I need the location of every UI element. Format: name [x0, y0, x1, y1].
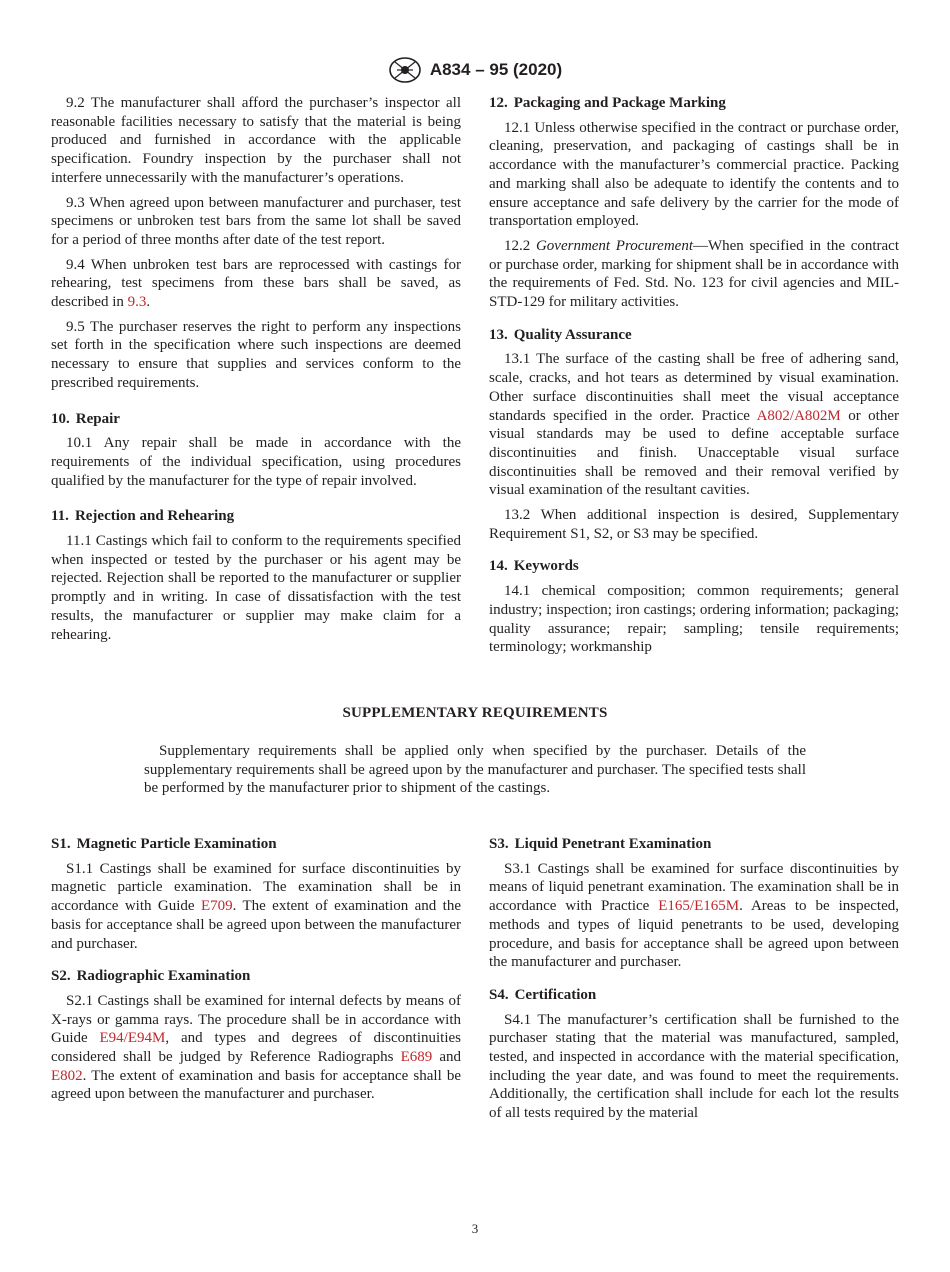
section-s2-1: S2.1 Castings shall be examined for internal defects by means of X-rays or gamma rays. The procedure shall be in accordance with Guide E94/E94M, and types and degrees of discontinuities considered shall be judged by Reference Radiographs E689 and E802. The extent of examination and basis for acceptance shall be agreed upon between the manufacturer and purchaser. [51, 992, 461, 1103]
supplementary-title: SUPPLEMENTARY REQUIREMENTS [342, 705, 608, 721]
section-s3-1: S3.1 Castings shall be examined for surface discontinuities by means of liquid penetrant examination. The examination shall be in accordance with Practice E165/E165M. Areas to be inspected, methods and types of liquid penetrants to be used, developing procedure, and basis for acceptance shall be agreed upon between the manufacturer and purchaser. [489, 860, 899, 971]
section-9-5: 9.5 The purchaser reserves the right to perform any inspections set forth in the specification where such inspections are deemed necessary to ensure that supplies and services conform to the prescribed requirements. [51, 318, 461, 391]
section-s1-1: S1.1 Castings shall be examined for surface discontinuities by magnetic particle examination. The examination shall be in accordance with Guide E709. The extent of examination and the basis for acceptance shall be agreed upon between the manufacturer and purchaser. [51, 860, 461, 952]
section-12-2: 12.2 Government Procurement—When specified in the contract or purchase order, marking for shipment shall be in accordance with the requirements of Fed. Std. No. 123 for civil agencies and MIL-STD-129 for military activities. [489, 237, 899, 311]
heading-s3: S3. Liquid Penetrant Examination [489, 836, 712, 852]
heading-11: 11. Rejection and Rehearing [51, 508, 235, 525]
ref-e94-link[interactable]: E94/E94M [99, 1030, 166, 1047]
ref-a802-link[interactable]: A802/A802M [756, 407, 841, 424]
section-9-4: 9.4 When unbroken test bars are reprocessed with castings for rehearing, test specimens from these bars shall be saved, as described in 9.3. [51, 256, 461, 311]
section-9-2: 9.2 The manufacturer shall afford the purchaser’s inspector all reasonable facilities necessary to satisfy that the material is being produced and furnished in accordance with the applicable specification. Foundry inspection by the purchaser shall not interfere unnecessarily with the manufacturer’s operations. [51, 95, 461, 186]
astm-logo-icon [388, 56, 422, 84]
page-header [0, 56, 950, 84]
section-12-1: 12.1 Unless otherwise specified in the contract or purchase order, cleaning, preservation, and packaging of castings shall be in accordance with the manufacturer’s commercial practice. Packing and marking shall also be adequate to identify the contents and to ensure acceptance and safe delivery by the carrier for the mode of transportation employed. [489, 119, 899, 230]
page-number: 3 [471, 1221, 479, 1236]
supplementary-intro: Supplementary requirements shall be applied only when specified by the purchaser. Details of the supplementary requirements shall be agreed upon by the manufacturer and purchaser. The specified tests shall be performed by the manufacturer prior to shipment of the castings. [144, 743, 806, 797]
heading-10: 10. Repair [51, 410, 120, 427]
section-13-2: 13.2 When additional inspection is desired, Supplementary Requirement S1, S2, or S3 may be specified. [489, 507, 899, 542]
heading-s1: S1. Magnetic Particle Examination [51, 836, 277, 852]
section-9-3: 9.3 When agreed upon between manufacturer and purchaser, test specimens or unbroken test bars from the same lot shall be saved for a period of three months after date of the test report. [51, 194, 461, 248]
heading-14: 14. Keywords [489, 558, 579, 575]
section-14-1: 14.1 chemical composition; common requirements; general industry; inspection; iron castings; ordering information; packaging; quality assurance; repair; sampling; tensile requirements; terminology; workmanship [489, 583, 899, 656]
ref-e709-link[interactable]: E709 [200, 898, 233, 915]
left-column-bottom [51, 835, 461, 1110]
left-column-top [51, 94, 461, 650]
section-s4-1: S4.1 The manufacturer’s certification shall be furnished to the purchaser stating that the material was manufactured, sampled, tested, and inspected in accordance with the material specification, including the year date, and was found to meet the requirements. Additionally, the certification shall include for each lot the results of all tests required by the material [489, 1011, 899, 1122]
heading-s2: S2. Radiographic Examination [51, 968, 251, 985]
section-10-1: 10.1 Any repair shall be made in accordance with the requirements of the individual specification, using procedures qualified by the manufacturer for the type of repair involved. [51, 435, 461, 489]
heading-s4: S4. Certification [489, 986, 597, 1003]
right-column-bottom [489, 835, 899, 1129]
heading-13: 13. Quality Assurance [489, 326, 632, 343]
ref-e689-link[interactable]: E689 [400, 1049, 433, 1066]
standard-designation: A834 – 95 (2020) [429, 60, 563, 79]
ref-e165-link[interactable]: E165/E165M [658, 898, 740, 915]
right-column-top [489, 94, 899, 663]
ref-9-3-link[interactable]: 9.3 [127, 294, 147, 311]
section-13-1: 13.1 The surface of the casting shall be free of adhering sand, scale, cracks, and hot tears as determined by visual examination. Other surface discontinuities shall meet the visual acceptance standards specified in the order. Practice A802/A802M or other visual standards may be used to define acceptable surface discontinuities and finish. Unacceptable visual surface discontinuities shall be removed and their removal verified by visual examination of the resultant cavities. [489, 351, 899, 499]
heading-12: 12. Packaging and Package Marking [489, 95, 726, 111]
ref-e802-link[interactable]: E802 [51, 1067, 83, 1084]
section-11-1: 11.1 Castings which fail to conform to the requirements specified when inspected or tested by the purchaser or his agent may be rejected. Rejection shall be reported to the manufacturer or supplier promptly and in writing. In case of dissatisfaction with the test results, the manufacturer or supplier may make claim for a rehearing. [51, 533, 461, 643]
